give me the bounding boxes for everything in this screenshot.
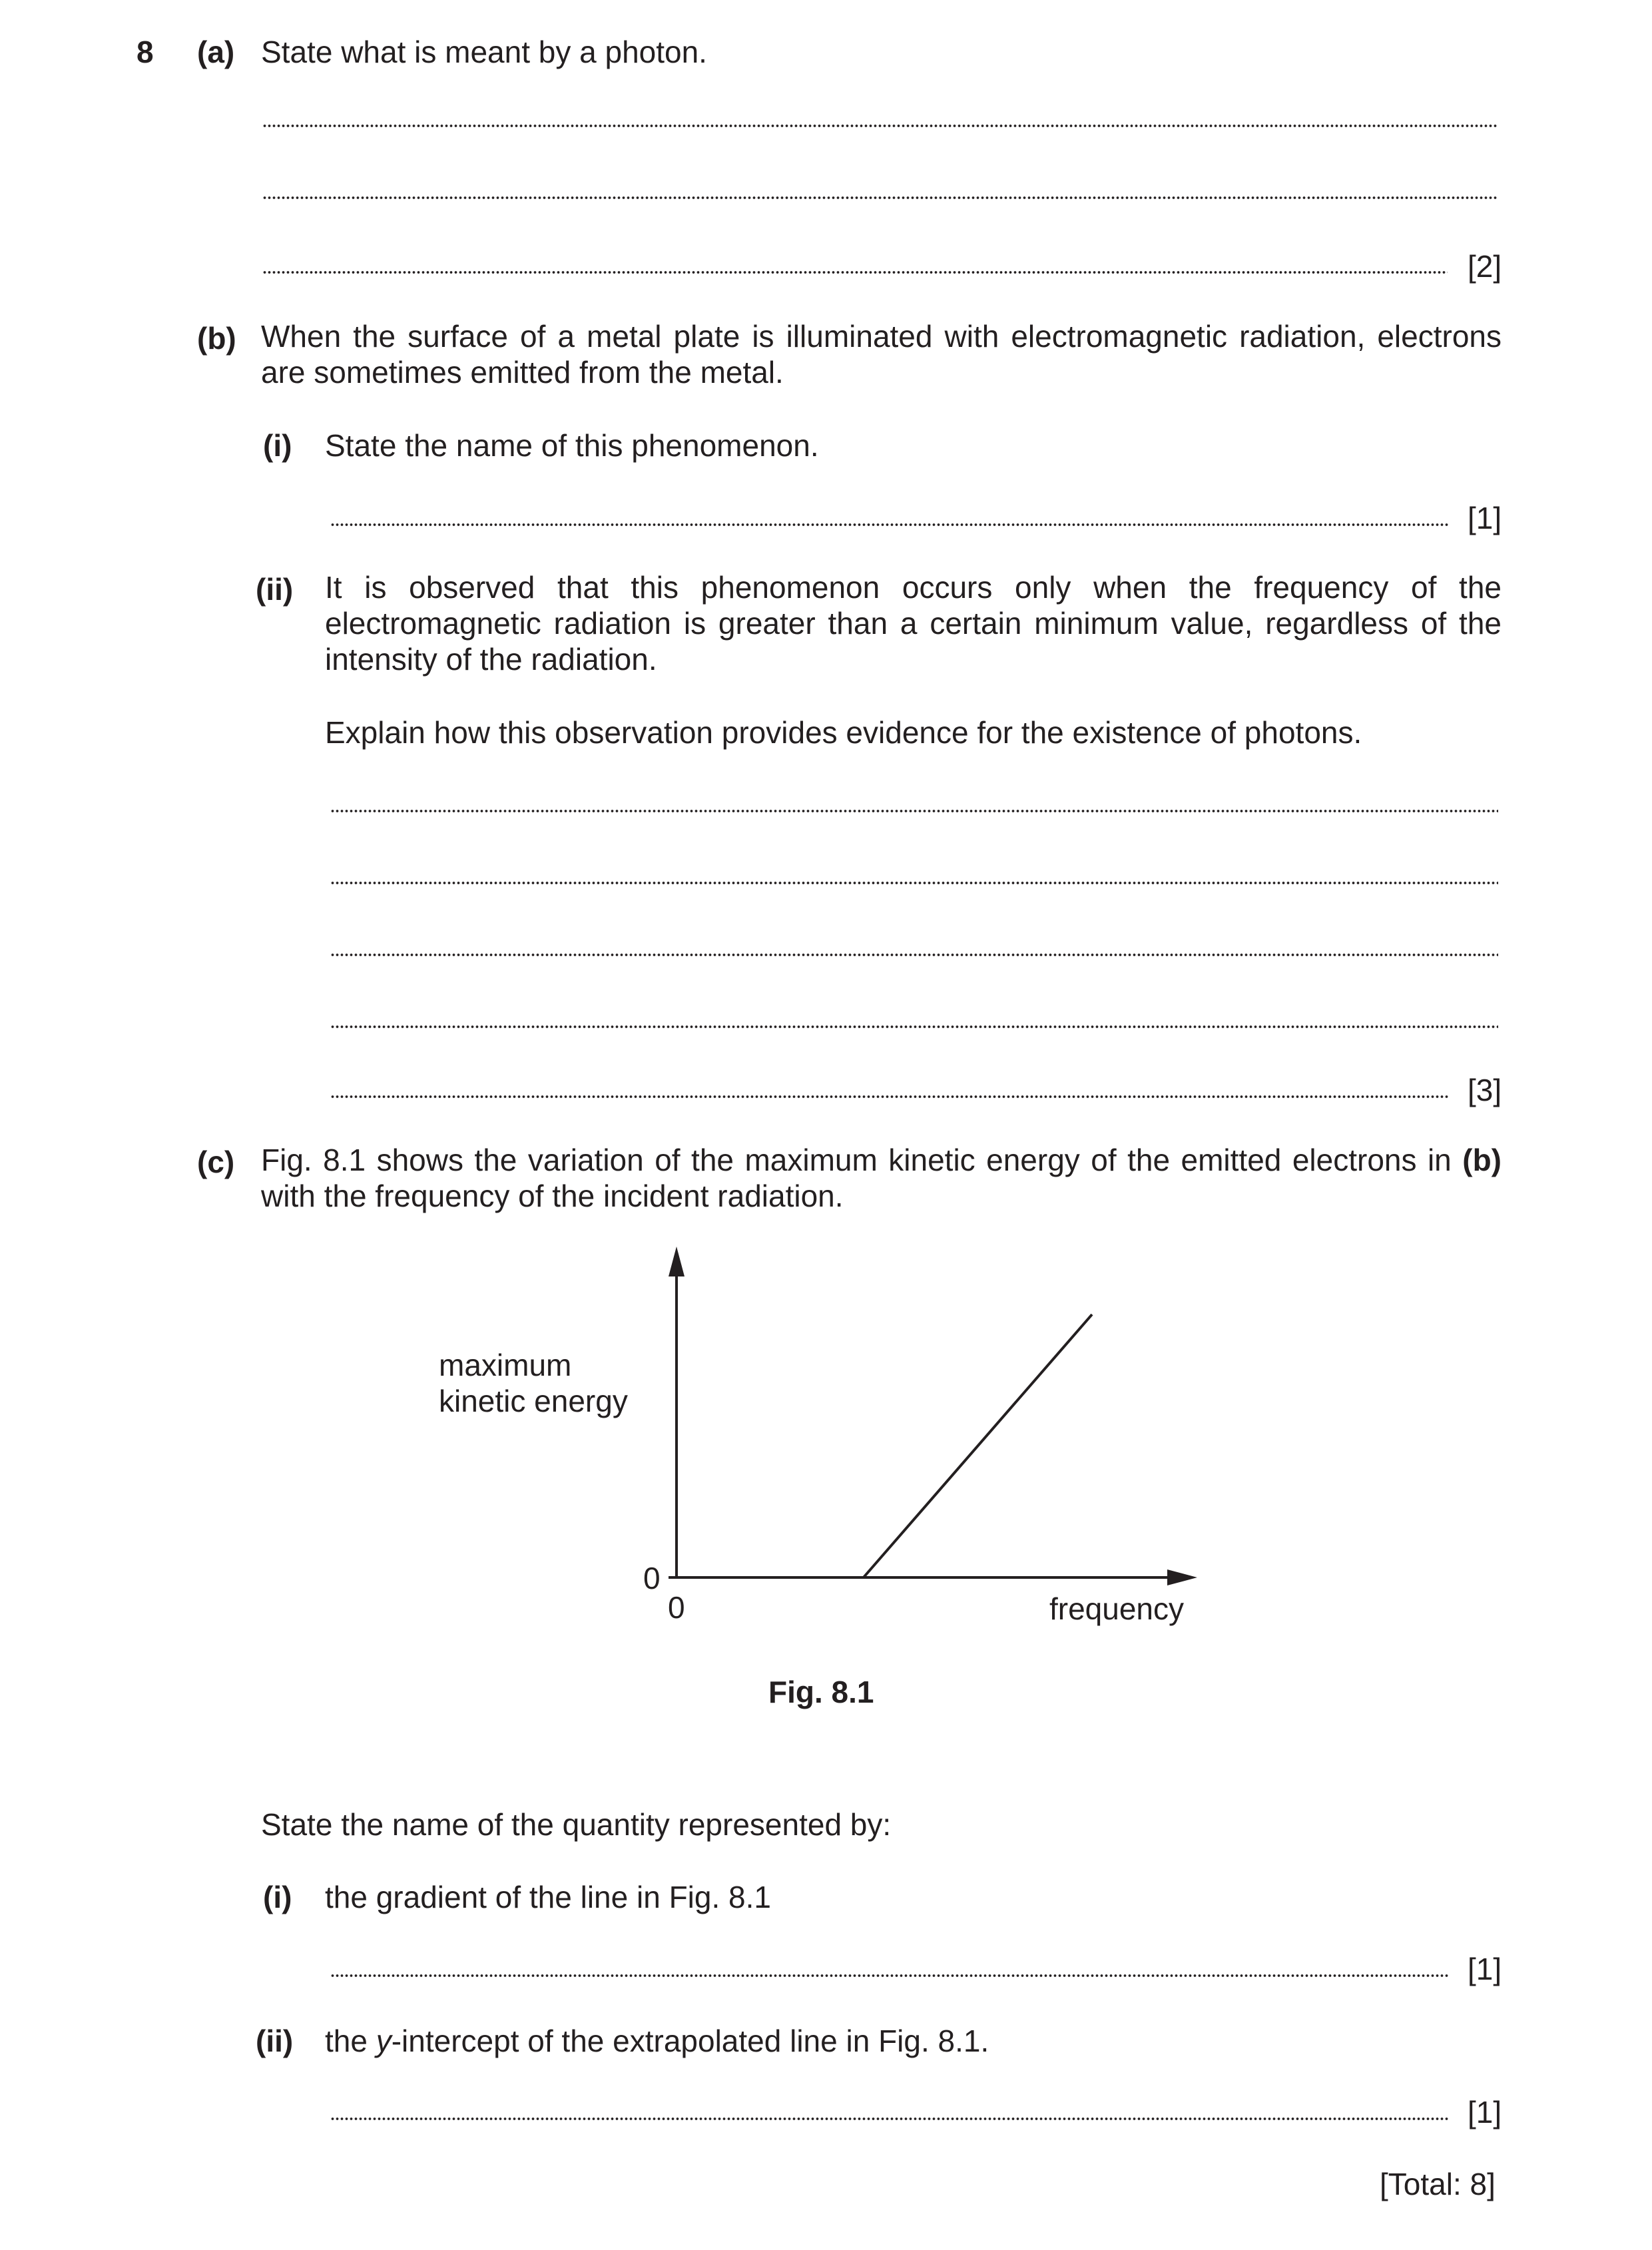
- part-c-i-mark: [1]: [1468, 1952, 1502, 1986]
- part-b-label: (b): [197, 321, 236, 356]
- part-b-stem: When the surface of a metal plate is illuminated with electromagnetic radiation, electrons are sometimes emitted from the metal.: [261, 319, 1502, 390]
- answer-line-c-ii[interactable]: [330, 2116, 1449, 2121]
- data-line: [864, 1314, 1092, 1577]
- y-axis-arrowhead: [669, 1247, 685, 1276]
- part-b-i-question: State the name of this phenomenon.: [325, 428, 819, 463]
- part-c-ii-y: y: [376, 2024, 392, 2058]
- question-number: 8: [137, 35, 154, 69]
- part-b-ii-mark: [3]: [1468, 1073, 1502, 1107]
- part-c-i-label: (i): [263, 1880, 292, 1914]
- part-b-ii-label: (ii): [256, 572, 294, 607]
- part-c-stem-text-end: with the frequency of the incident radiation.: [261, 1179, 844, 1213]
- y-axis-label-line2: kinetic energy: [439, 1384, 628, 1418]
- x-origin-label: 0: [668, 1590, 685, 1625]
- part-b-ii-instruction: Explain how this observation provides evidence for the existence of photons.: [325, 715, 1362, 750]
- part-c-ii-text: the: [325, 2024, 376, 2058]
- part-a-mark: [2]: [1468, 249, 1502, 284]
- figure-caption: Fig. 8.1: [768, 1675, 874, 1709]
- part-b-i-label: (i): [263, 428, 292, 463]
- part-c-ii-mark: [1]: [1468, 2095, 1502, 2129]
- part-a-question: State what is meant by a photon.: [261, 35, 707, 69]
- part-b-i-mark: [1]: [1468, 501, 1502, 535]
- part-c-i-question: the gradient of the line in Fig. 8.1: [325, 1880, 771, 1914]
- part-b-ii-stem: It is observed that this phenomenon occurs only when the frequency of the electromagnetic radiation is greater than a certain minimum value, regardless of the intensity of the radiation.: [325, 570, 1502, 677]
- total-marks: [Total: 8]: [1380, 2167, 1496, 2201]
- part-c-ii-label: (ii): [256, 2024, 294, 2058]
- y-origin-label: 0: [643, 1561, 661, 1595]
- part-c-ii-text-end: -intercept of the extrapolated line in Fig. 8.1.: [391, 2024, 989, 2058]
- part-c-stem-text: Fig. 8.1 shows the variation of the maximum kinetic energy of the emitted electrons in: [261, 1143, 1463, 1177]
- part-c-ii-question: [325, 2026, 989, 2056]
- part-a-label: (a): [197, 35, 235, 69]
- y-axis-label-line1: maximum: [439, 1348, 572, 1382]
- part-c-instruction: State the name of the quantity represented by:: [261, 1807, 892, 1842]
- x-axis-arrowhead: [1167, 1569, 1197, 1585]
- x-axis-label: frequency: [1049, 1591, 1185, 1626]
- part-c-stem-ref: (b): [1462, 1143, 1502, 1177]
- answer-line-c-i[interactable]: [330, 1973, 1449, 1978]
- part-c-label: (c): [197, 1145, 235, 1179]
